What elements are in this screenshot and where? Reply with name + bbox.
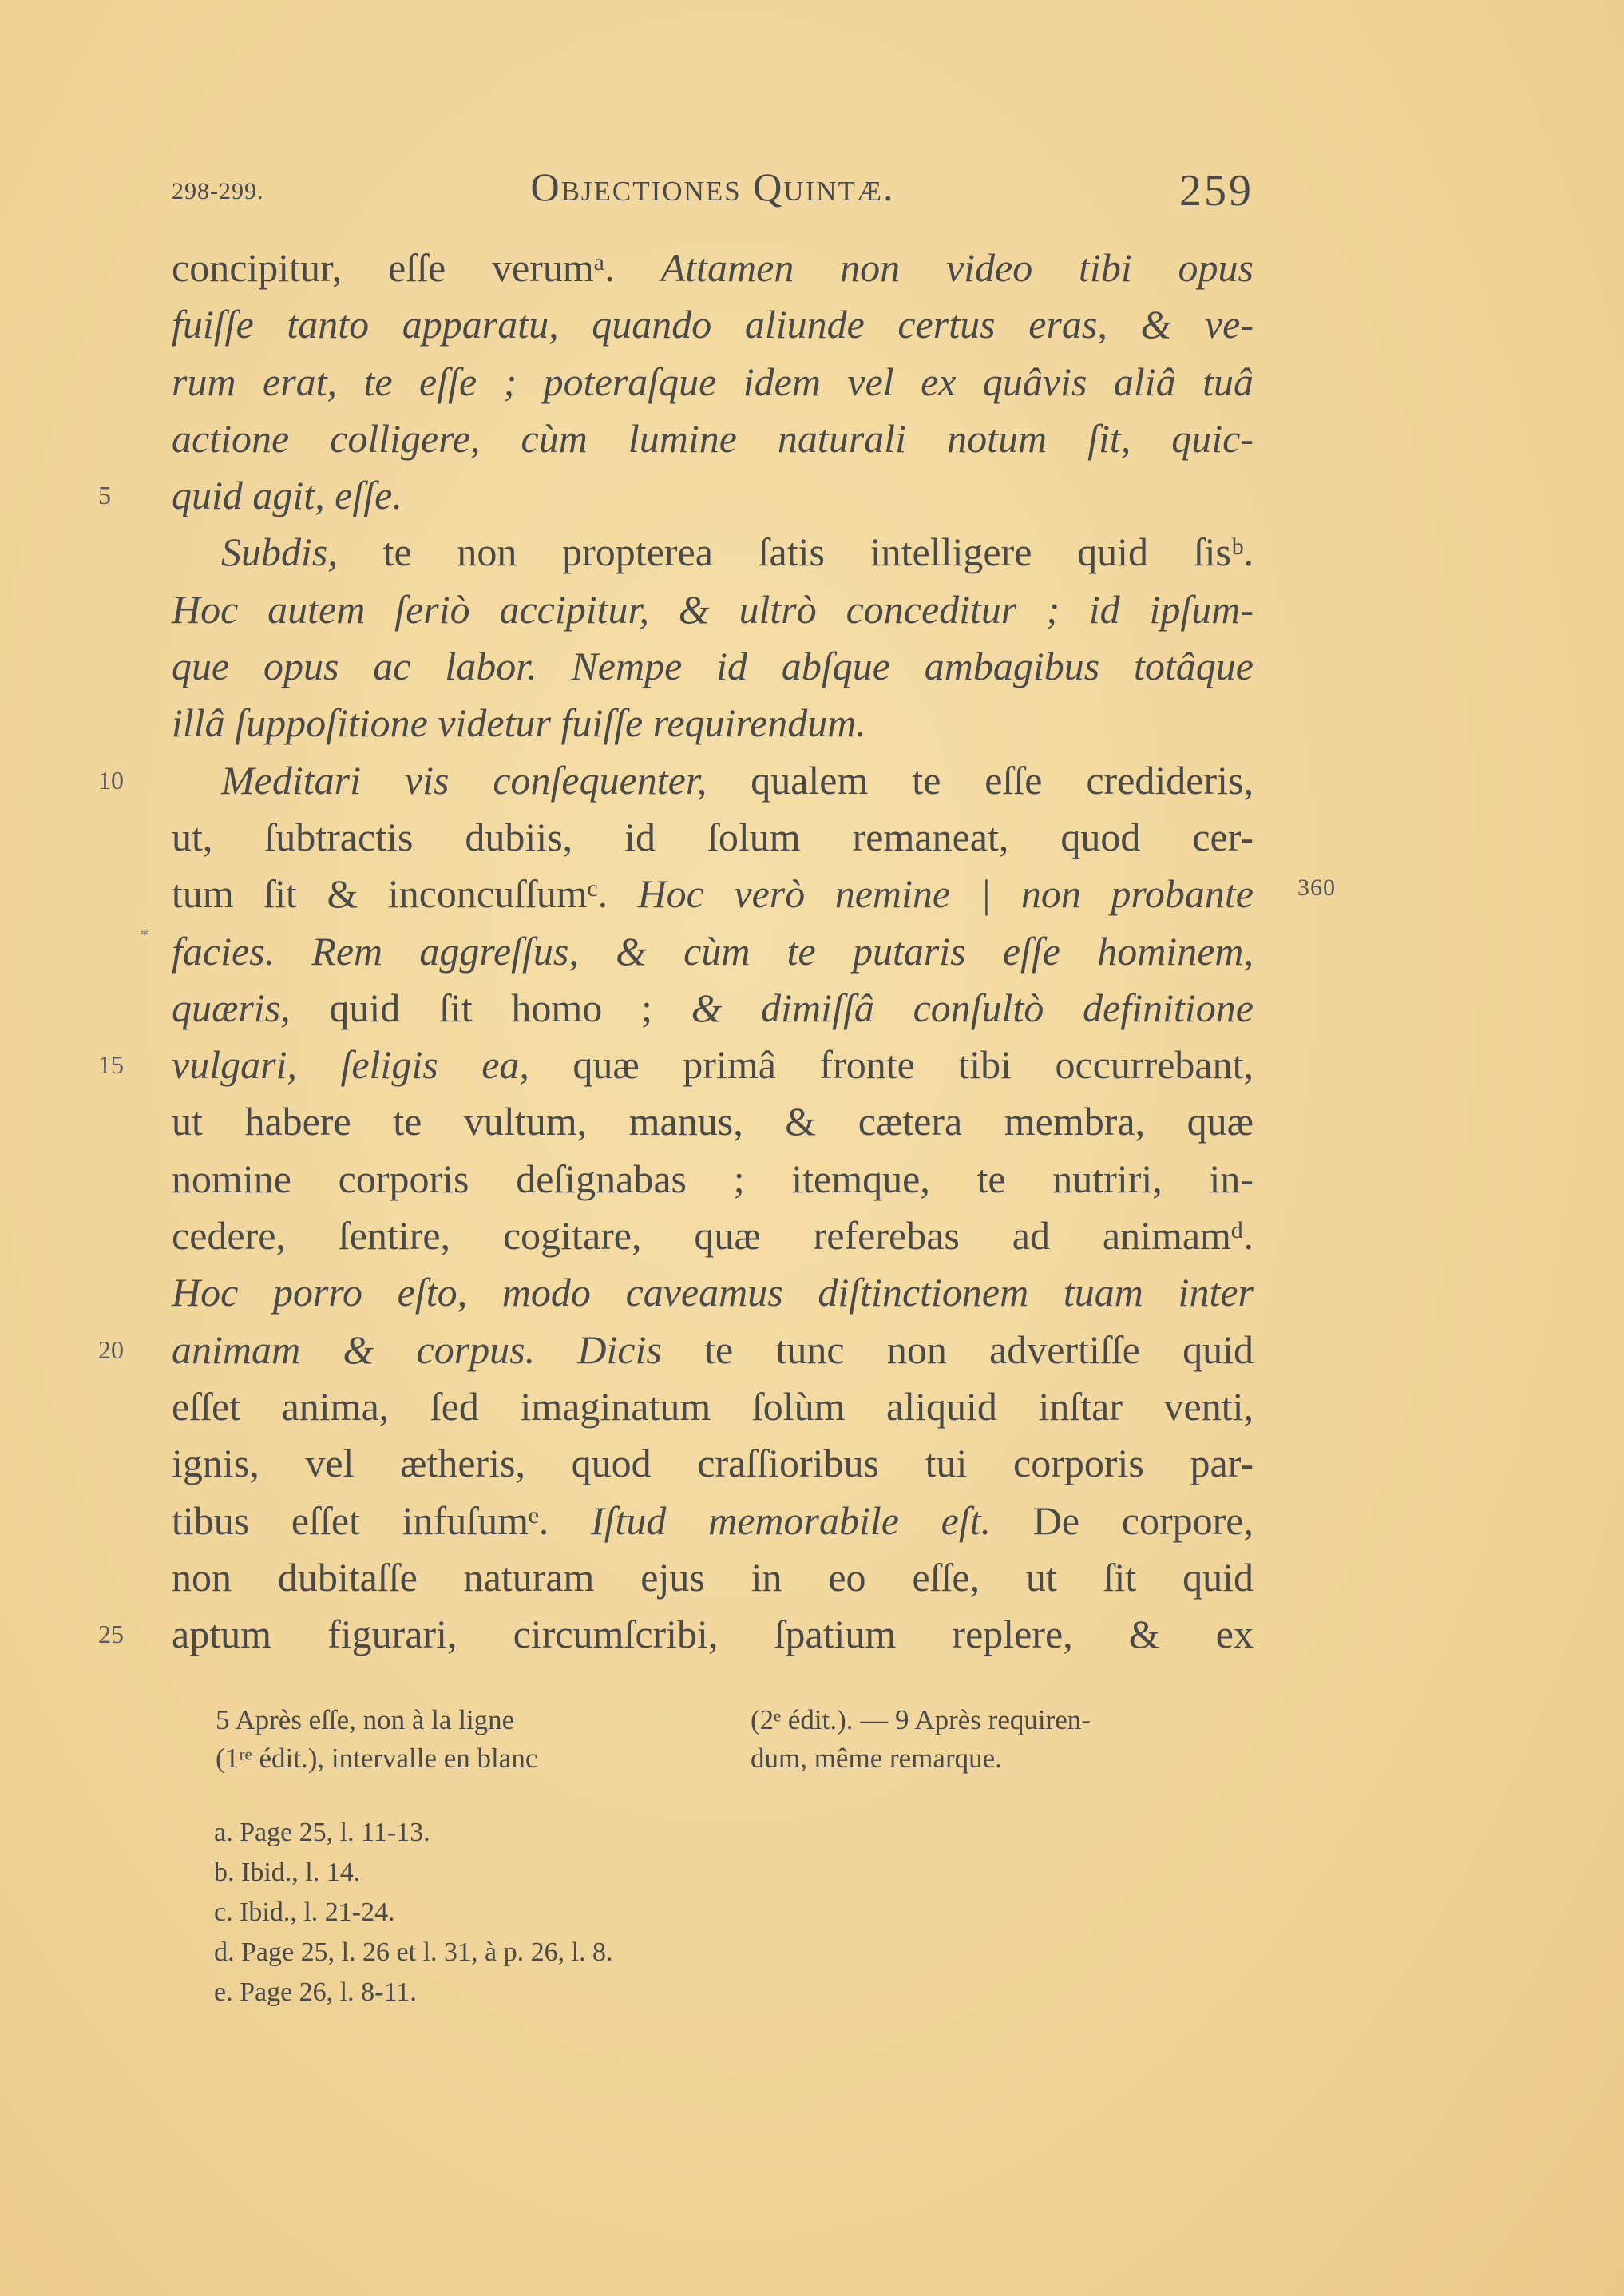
italic-text: actione colligere, cùm lumine naturali notum ſit, quic- (172, 415, 1254, 461)
text-line (172, 240, 1254, 296)
text-line (172, 695, 1254, 751)
text-line (172, 1264, 1254, 1321)
text-line (98, 1606, 1254, 1663)
roman-text: De corpore, (991, 1497, 1254, 1543)
line-number: 20 (98, 1334, 124, 1364)
roman-text: tum ſit & inconcuſſumᶜ. (172, 871, 638, 917)
text-line (172, 1549, 1254, 1606)
text-line (172, 296, 1254, 353)
line-number: 10 (98, 765, 124, 795)
text-line (98, 1322, 1254, 1378)
italic-text: rum erat, te eſſe ; poteraſque idem vel ex quâvis aliâ tuâ (172, 359, 1254, 404)
roman-text: aptum figurari, circumſcribi, ſpatium replere, & ex (172, 1612, 1254, 1657)
footnote: a. Page 25, l. 11-13. (214, 1818, 430, 1847)
text-line (172, 1207, 1254, 1264)
footnote: c. Ibid., l. 21-24. (214, 1897, 395, 1927)
roman-text: qualem te eſſe credideris, (707, 757, 1254, 803)
page-range: 298-299. (172, 178, 264, 204)
text-line (172, 809, 1254, 866)
italic-text: Iſtud memorabile eſt. (591, 1497, 992, 1543)
roman-text: eſſet anima, ſed imaginatum ſolùm aliquid inſtar venti, (172, 1383, 1254, 1429)
italic-text: quid agit, eſſe. (172, 473, 402, 518)
text-line (172, 1378, 1254, 1435)
roman-text: concipitur, eſſe verumᵃ. (172, 245, 661, 290)
italic-text: Hoc porro eſto, modo caveamus diſtinctionem tuam inter (172, 1270, 1254, 1315)
roman-text: ut, ſubtractis dubiis, id ſolum remaneat, quod cer- (172, 814, 1254, 859)
italic-text: illâ ſuppoſitione videtur fuiſſe requirendum. (172, 700, 866, 746)
text-line (98, 1037, 1254, 1093)
italic-text: quæris, (172, 985, 291, 1030)
line-number: 25 (98, 1620, 124, 1649)
roman-text: cedere, ſentire, cogitare, quæ referebas ad animamᵈ. (172, 1213, 1254, 1259)
marginal-page-number: 360 (1297, 874, 1336, 901)
text-line (98, 467, 1254, 524)
roman-text: non dubitaſſe naturam ejus in eo eſſe, ut ſit quid (172, 1554, 1254, 1600)
italic-text: Hoc verò nemine | non probante (637, 871, 1254, 917)
roman-text: ut habere te vultum, manus, & cætera membra, quæ (172, 1099, 1254, 1144)
variant-notes-right (751, 1701, 1091, 1778)
text-line (98, 752, 1254, 809)
text-line (172, 980, 1254, 1037)
roman-text: tibus eſſet infuſumᵉ. (172, 1497, 591, 1543)
italic-text: vulgari, ſeligis ea, (172, 1042, 529, 1088)
footnote: e. Page 26, l. 8-11. (214, 1977, 417, 2007)
variant-note-line: 5 Après eſſe, non à la ligne (216, 1704, 515, 1735)
text-line (172, 410, 1254, 467)
roman-text: quid ſit homo ; (290, 985, 691, 1030)
text-line (172, 354, 1254, 410)
line-number: 5 (98, 481, 111, 510)
footnote: d. Page 25, l. 26 et l. 31, à p. 26, l. 8. (214, 1937, 613, 1967)
italic-text: fuiſſe tanto apparatu, quando aliunde certus eras, & ve- (172, 302, 1254, 347)
running-head (172, 164, 1254, 220)
text-line (172, 1093, 1254, 1150)
text-line (172, 866, 1254, 922)
variant-notes-left (216, 1701, 537, 1778)
variant-note-line: (2ᵉ édit.). — 9 Après requiren- (751, 1704, 1091, 1735)
italic-text: Meditari vis conſequenter, (221, 757, 707, 803)
footnotes (214, 1813, 613, 2012)
text-line (172, 1151, 1254, 1207)
text-line (172, 1493, 1254, 1549)
italic-text: Attamen non video tibi opus (660, 245, 1254, 290)
roman-text: te tunc non advertiſſe quid (661, 1326, 1254, 1372)
text-line (172, 638, 1254, 695)
italic-text: Hoc autem ſeriò accipitur, & ultrò conceditur ; id ipſum- (172, 586, 1254, 632)
variant-note-line: dum, même remarque. (751, 1743, 1002, 1774)
variant-note-line: (1ʳᵉ édit.), intervalle en blanc (216, 1743, 538, 1774)
main-text (98, 240, 1254, 1663)
roman-text: te non propterea ſatis intelligere quid ſisᵇ. (337, 529, 1254, 575)
footnote: b. Ibid., l. 14. (214, 1858, 361, 1887)
italic-text: animam & corpus. Dicis (172, 1326, 662, 1372)
italic-text: que opus ac labor. Nempe id abſque ambagibus totâque (172, 644, 1254, 689)
roman-text: ignis, vel ætheris, quod craſſioribus tui corporis par- (172, 1441, 1254, 1486)
line-number: 15 (98, 1050, 124, 1080)
text-line (172, 524, 1254, 581)
page-number: 259 (1179, 166, 1254, 216)
text-line (172, 581, 1254, 638)
italic-text: facies. Rem aggreſſus, & cùm te putaris eſſe hominem, (172, 928, 1254, 974)
roman-text: nomine corporis deſignabas ; itemque, te nutriri, in- (172, 1156, 1254, 1201)
text-line (172, 1435, 1254, 1492)
italic-text: Subdis, (221, 529, 338, 575)
italic-text: & dimiſſâ conſultò definitione (691, 985, 1254, 1030)
running-title: Objectiones Quintæ. (530, 165, 895, 209)
asterisk-mark: * (141, 926, 149, 944)
roman-text: quæ primâ fronte tibi occurrebant, (529, 1042, 1254, 1088)
text-line (172, 923, 1254, 980)
